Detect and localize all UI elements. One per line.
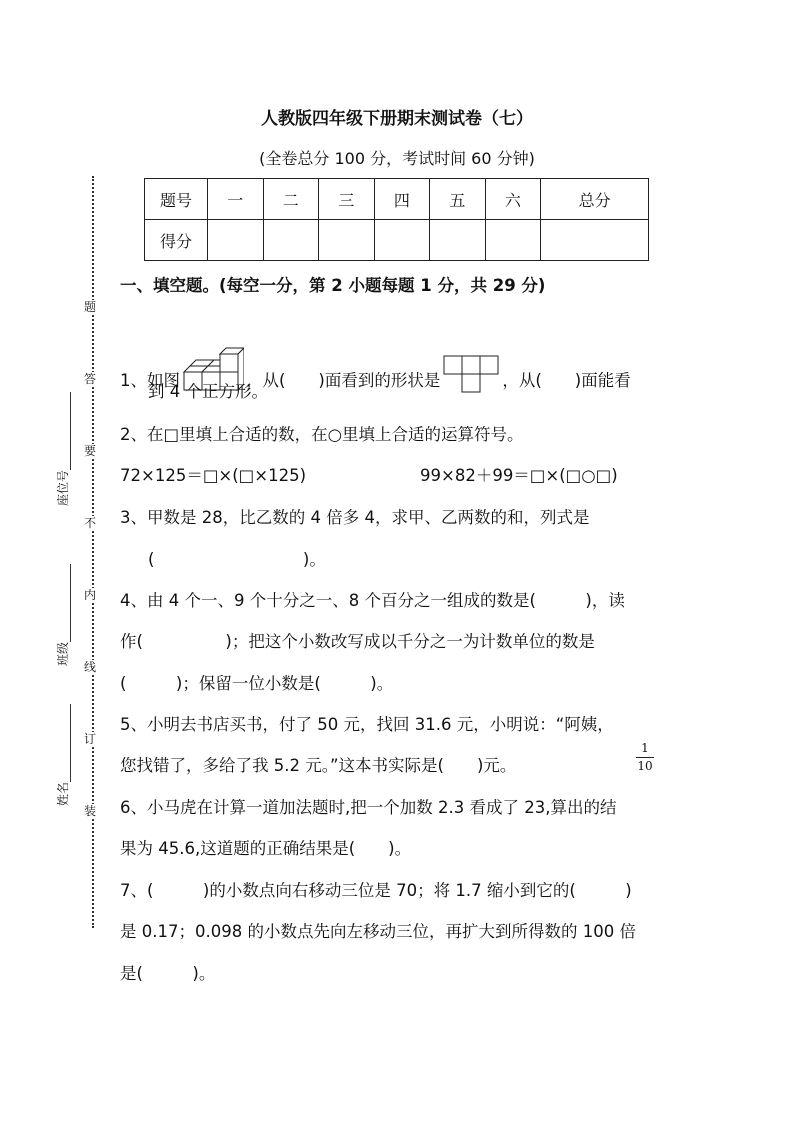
q1-part-a: 1、如图 [120,371,180,390]
exam-subtitle: (全卷总分 100 分，考试时间 60 分钟) [259,149,535,168]
score-cell-header: 六 [485,179,541,220]
class-field[interactable] [54,564,71,666]
score-input-cell[interactable] [485,220,541,261]
seal-char: 装 [84,804,97,818]
score-input-cell[interactable] [541,220,649,261]
score-cell-header: 题号 [145,179,208,220]
seal-char: 要 [84,444,97,458]
question-1-line-2: 到 4 个正方形。 [148,382,268,401]
question-2-line-1: 2、在□里填上合适的数，在○里填上合适的运算符号。 [120,425,524,444]
question-2-expr-right: 99×82＋99＝□×(□○□) [420,466,618,485]
fraction-numerator: 1 [641,741,649,755]
score-table [144,178,649,261]
score-input-cell[interactable] [263,220,319,261]
score-cell-header: 三 [319,179,375,220]
seal-char: 题 [84,300,97,314]
fraction-one-tenth [634,740,656,774]
class-blank[interactable] [58,564,71,642]
score-input-cell[interactable] [374,220,430,261]
question-7-line-1: 7、( )的小数点向右移动三位是 70；将 1.7 缩小到它的( ) [120,881,632,900]
q1-part-c: ，从( )面能看 [502,371,631,390]
fraction-denominator: 10 [637,759,653,773]
question-7-line-3: 是( )。 [120,964,216,983]
name-field[interactable] [54,704,71,806]
seal-char: 内 [84,588,97,602]
score-input-cell[interactable] [430,220,486,261]
score-table-score-row [145,220,649,261]
name-blank[interactable] [58,704,71,782]
question-6-line-1: 6、小马虎在计算一道加法题时,把一个加数 2.3 看成了 23,算出的结 [120,798,617,817]
question-7-line-2: 是 0.17；0.098 的小数点先向左移动三位，再扩大到所得数的 100 倍 [120,922,636,941]
seal-char: 订 [84,732,97,746]
view-shape-figure-icon [442,354,500,396]
score-cell-header: 四 [374,179,430,220]
question-4-line-2: 作( )；把这个小数改写成以千分之一为计数单位的数是 [120,632,595,651]
seat-number-field[interactable] [54,392,71,506]
score-input-cell[interactable] [208,220,264,261]
score-cell-header: 五 [430,179,486,220]
question-4-line-3: ( )；保留一位小数是( )。 [120,674,394,693]
exam-title: 人教版四年级下册期末测试卷（七） [261,109,533,129]
section-heading: 一、填空题。(每空一分，第 2 小题每题 1 分，共 29 分) [120,276,546,295]
name-label: 姓名 [56,781,70,806]
seal-char: 答 [84,372,97,386]
question-4-line-1: 4、由 4 个一、9 个十分之一、8 个百分之一组成的数是( )，读 [120,591,625,610]
score-row-label: 得分 [145,220,208,261]
seat-number-blank[interactable] [58,392,71,470]
question-6-line-2: 果为 45.6,这道题的正确结果是( )。 [120,839,412,858]
question-5-line-2: 您找错了，多给了我 5.2 元。”这本书实际是( )元。 [120,756,517,775]
class-label: 班级 [56,641,70,666]
question-2-expr-left: 72×125＝□×(□×125) [120,466,307,485]
score-input-cell[interactable] [319,220,375,261]
score-cell-header: 二 [263,179,319,220]
score-cell-header: 一 [208,179,264,220]
score-cell-header: 总分 [541,179,649,220]
question-3-answer-blank[interactable]: ( )。 [148,550,326,569]
seal-char: 不 [84,516,97,530]
question-3-line-1: 3、甲数是 28，比乙数的 4 倍多 4，求甲、乙两数的和，列式是 [120,508,590,527]
seat-number-label: 座位号 [56,469,70,506]
score-table-header-row [145,179,649,220]
seal-char: 线 [84,660,97,674]
q1-part-b: ，从( )面看到的形状是 [246,371,441,390]
question-5-line-1: 5、小明去书店买书，付了 50 元，找回 31.6 元，小明说：“阿姨， [120,715,614,734]
